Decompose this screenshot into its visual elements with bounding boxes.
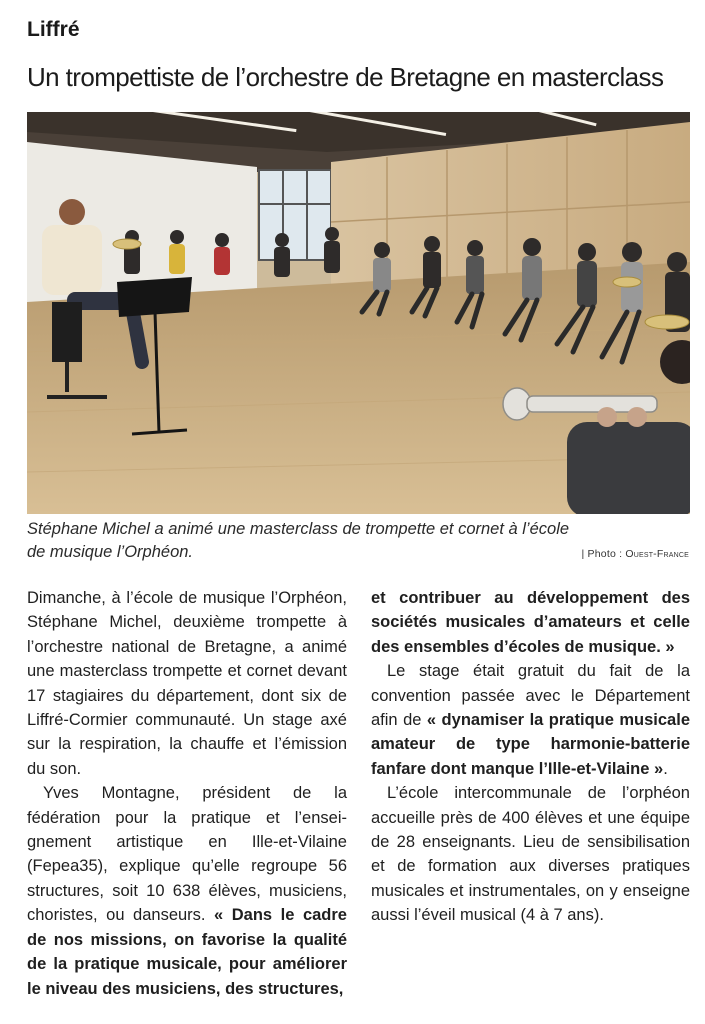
article-paragraph-2-continued [371, 586, 690, 659]
paragraph-2-text: Yves Montagne, président de la fédération pour la pratique et l’enseignement artistique en Ille-et-Vilaine (Fepea35), explique qu’elle regroupe 56 structures, soit 10 638 élèves, musiciens, choristes, ou danseurs. [27, 784, 347, 925]
credit-prefix: | Photo : [581, 548, 626, 560]
article-column-1 [27, 586, 347, 1001]
article-paragraph-2 [27, 781, 347, 1001]
article-headline: Un trompettiste de l’orchestre de Bretagne en masterclass [27, 62, 664, 92]
article-photo [27, 112, 690, 514]
article-paragraph-4: L’école intercommunale de l’orphéon accueille près de 400 élèves et une équipe de 28 enseignants. Lieu de sensibilisation et de formation aux diverses pratiques musicales et instrumentales, on y enseigne aussi l’éveil musical (4 à 7 ans). [371, 784, 690, 925]
article-paragraph-1: Dimanche, à l’école de musique l’Orphéon, Stéphane Michel, deuxième trompette à l’orchestre national de Bretagne, a animé une masterclass trompette et cornet devant 17 stagiaires du département, dont six de Liffré-Cormier communauté. Un stage axé sur la respiration, la chauffe et l’émission du son. [27, 589, 347, 778]
photo-caption [27, 518, 627, 564]
article-column-2 [371, 586, 690, 928]
photo-icon [27, 112, 690, 514]
article-paragraph-3 [371, 659, 690, 781]
caption-line-2: de musique l’Orphéon. [27, 543, 194, 561]
paragraph-3-end: . [663, 759, 668, 778]
location-kicker: Liffré [27, 18, 80, 41]
paragraph-2-quote-continued: et contribuer au développement des sociétés musicales d’amateurs et celle des ensembles d’écoles de musique. » [371, 589, 690, 656]
credit-source: Ouest-France [625, 548, 689, 560]
paragraph-3-quote: « dynamiser la pratique musicale amateur de type harmonie-batterie fanfare dont manque l’Ille-et-Vilaine » [371, 711, 690, 778]
caption-line-1: Stéphane Michel a animé une masterclass de trompette et cornet à l’école [27, 520, 570, 538]
paragraph-3-text: Le stage était gratuit du fait de la convention passée avec le Département afin de [371, 662, 690, 730]
paragraph-2-quote: « Dans le cadre de nos missions, on favorise la qualité de la pratique musicale, pour améliorer le niveau des musiciens, des structures, [27, 906, 347, 998]
photo-credit [582, 548, 690, 560]
